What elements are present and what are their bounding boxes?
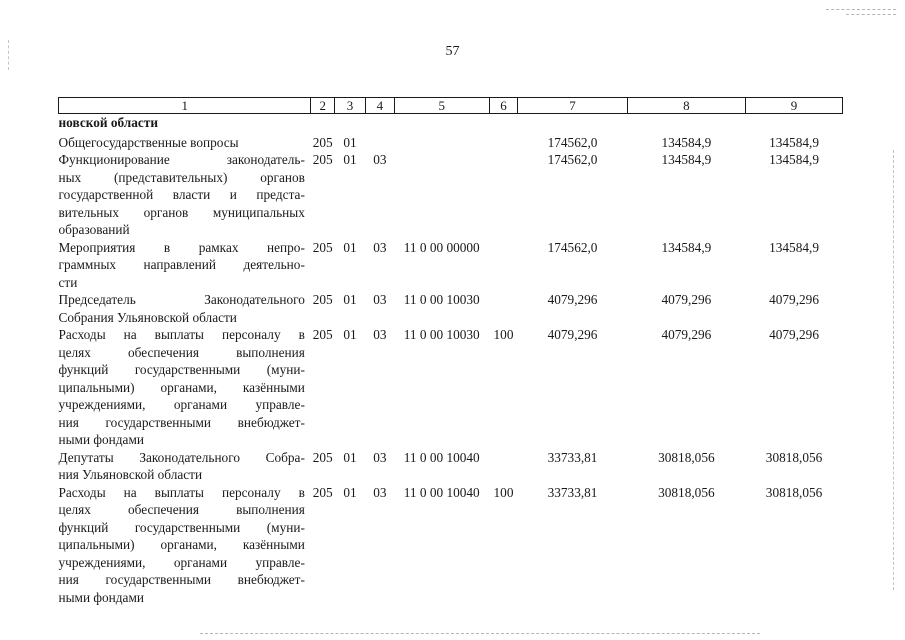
table-row <box>59 484 843 607</box>
row-description-line: учреждениями, органами управле- <box>58 554 305 570</box>
amount-col-9: 134584,9 <box>769 134 819 150</box>
amount-col-7: 33733,81 <box>547 484 598 500</box>
column-number: 4 <box>365 98 394 114</box>
expense-type-code: 100 <box>493 327 514 342</box>
scan-edge-top-right-2 <box>846 14 896 15</box>
row-description <box>59 132 311 152</box>
row-description-line: образований <box>58 222 130 237</box>
section-code: 205 <box>312 327 333 342</box>
row-description-line: Расходы на выплаты персоналу в <box>58 484 305 500</box>
amount-col-7: 4079,296 <box>547 327 598 342</box>
column-number: 9 <box>746 98 843 114</box>
column-number: 2 <box>311 98 335 114</box>
row-description-line: ными фондами <box>58 432 144 447</box>
row-description-line: государственной власти и предста- <box>58 187 305 202</box>
table-row <box>59 239 843 292</box>
budget-table <box>58 97 843 606</box>
chapter-code: 01 <box>343 449 357 465</box>
row-description-line: ния Ульяновской области <box>58 467 203 482</box>
row-description-line: ципальными) органами, казёнными <box>58 379 305 395</box>
row-description-line: граммных направлений деятельно- <box>58 257 305 272</box>
target-article-code: 11 0 00 00000 <box>403 239 480 255</box>
amount-col-8: 30818,056 <box>658 484 715 500</box>
amount-col-8: 4079,296 <box>661 327 712 342</box>
target-article-code <box>394 132 489 152</box>
row-description-line: Функционирование законодатель- <box>58 152 305 167</box>
target-article-code: 11 0 00 10030 <box>403 292 480 307</box>
chapter-code: 01 <box>343 239 357 255</box>
row-description-line: вительных органов муниципальных <box>58 204 305 220</box>
amount-col-8: 134584,9 <box>661 239 712 255</box>
chapter-code: 01 <box>343 484 357 500</box>
continuation-row <box>59 114 843 132</box>
section-code: 205 <box>312 239 333 255</box>
table-row <box>59 151 843 239</box>
table-row <box>59 326 843 449</box>
table-row <box>59 132 843 152</box>
continuation-heading: новской области <box>58 115 159 130</box>
row-description-line: сти <box>58 274 78 290</box>
column-number: 8 <box>627 98 745 114</box>
column-number: 7 <box>518 98 627 114</box>
amount-col-7: 33733,81 <box>547 449 598 465</box>
scan-edge-bottom <box>200 633 760 634</box>
expense-type-code <box>489 291 518 326</box>
row-description-line: ными фондами <box>58 589 144 605</box>
section-code: 205 <box>312 449 333 465</box>
row-description <box>59 239 311 292</box>
subsection-code <box>365 132 394 152</box>
row-description-line: Расходы на выплаты персоналу в <box>58 327 305 342</box>
row-description-line: ния государственными внебюджет- <box>58 414 305 430</box>
target-article-code: 11 0 00 10040 <box>403 449 480 465</box>
subsection-code: 03 <box>373 327 387 342</box>
subsection-code: 03 <box>373 152 387 167</box>
row-description-line: Мероприятия в рамках непро- <box>58 239 305 255</box>
section-code: 205 <box>312 484 333 500</box>
subsection-code: 03 <box>373 449 387 465</box>
row-description-line: Общегосударственные вопросы <box>58 134 239 150</box>
chapter-code: 01 <box>343 327 357 342</box>
page-number: 57 <box>445 44 460 59</box>
column-number: 5 <box>394 98 489 114</box>
table-row <box>59 449 843 484</box>
amount-col-9: 4079,296 <box>769 327 819 342</box>
row-description-line: целях обеспечения выполнения <box>58 502 305 517</box>
amount-col-9: 30818,056 <box>765 449 823 465</box>
row-description <box>59 291 311 326</box>
row-description <box>59 449 311 484</box>
subsection-code: 03 <box>373 239 387 255</box>
row-description-line: Депутаты Законодательного Собра- <box>58 449 305 465</box>
column-number: 6 <box>489 98 518 114</box>
row-description-line: ния государственными внебюджет- <box>58 572 305 587</box>
expense-type-code <box>489 449 518 484</box>
section-code: 205 <box>312 152 333 167</box>
expense-type-code <box>489 239 518 292</box>
target-article-code <box>394 151 489 239</box>
row-description-line: учреждениями, органами управле- <box>58 397 305 412</box>
expense-type-code <box>489 151 518 239</box>
amount-col-9: 30818,056 <box>765 484 823 500</box>
amount-col-8: 30818,056 <box>658 449 715 465</box>
row-description-line: целях обеспечения выполнения <box>58 344 305 360</box>
section-code: 205 <box>312 292 333 307</box>
chapter-code: 01 <box>343 152 357 167</box>
row-description-line: Председатель Законодательного <box>58 292 305 307</box>
scan-edge-top-right <box>826 9 896 10</box>
chapter-code: 01 <box>343 134 357 150</box>
amount-col-9: 134584,9 <box>769 239 819 255</box>
row-description-line: функций государственными (муни- <box>58 362 305 377</box>
amount-col-7: 174562,0 <box>547 152 598 167</box>
amount-col-8: 134584,9 <box>661 152 712 167</box>
row-description-line: Собрания Ульяновской области <box>58 309 237 325</box>
amount-col-8: 4079,296 <box>661 292 712 307</box>
amount-col-7: 174562,0 <box>547 134 598 150</box>
amount-col-9: 134584,9 <box>769 152 819 167</box>
row-description-line: ципальными) органами, казёнными <box>58 537 305 552</box>
section-code: 205 <box>312 134 333 150</box>
subsection-code: 03 <box>373 292 387 307</box>
subsection-code: 03 <box>373 484 387 500</box>
amount-col-9: 4079,296 <box>769 292 819 307</box>
column-number: 3 <box>335 98 366 114</box>
amount-col-7: 4079,296 <box>547 292 598 307</box>
row-description-line: ных (представительных) органов <box>58 169 305 185</box>
row-description <box>59 326 311 449</box>
target-article-code: 11 0 00 10030 <box>403 327 480 342</box>
target-article-code: 11 0 00 10040 <box>403 484 480 500</box>
table-row <box>59 291 843 326</box>
row-description <box>59 151 311 239</box>
amount-col-7: 174562,0 <box>547 239 598 255</box>
column-number-row <box>59 98 843 114</box>
column-number: 1 <box>59 98 311 114</box>
chapter-code: 01 <box>343 292 357 307</box>
amount-col-8: 134584,9 <box>661 134 712 150</box>
expense-type-code: 100 <box>493 484 514 500</box>
expense-type-code <box>489 132 518 152</box>
row-description-line: функций государственными (муни- <box>58 519 305 535</box>
row-description <box>59 484 311 607</box>
scan-edge-right <box>893 150 894 590</box>
